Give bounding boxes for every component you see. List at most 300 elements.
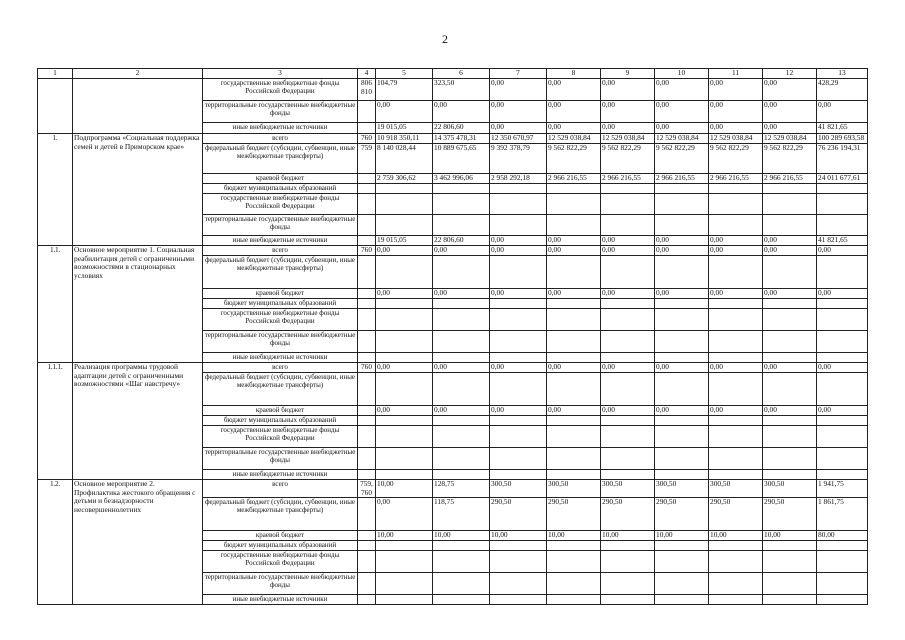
value-cell	[709, 331, 763, 353]
value-cell: 323,50	[433, 79, 490, 101]
budget-code	[358, 353, 376, 363]
value-cell	[433, 470, 490, 480]
value-cell	[490, 448, 547, 470]
value-cell	[547, 373, 601, 406]
header-row	[38, 69, 868, 79]
value-cell: 10 918 350,11	[376, 134, 433, 144]
value-cell: 290,50	[709, 498, 763, 531]
budget-code	[358, 256, 376, 289]
value-cell	[547, 331, 601, 353]
value-cell: 0,00	[433, 246, 490, 256]
value-cell	[601, 256, 655, 289]
value-cell	[601, 426, 655, 448]
value-cell	[490, 426, 547, 448]
value-cell	[763, 331, 817, 353]
value-cell: 118,75	[433, 498, 490, 531]
value-cell	[709, 416, 763, 426]
value-cell	[376, 470, 433, 480]
value-cell	[709, 184, 763, 194]
value-cell	[601, 448, 655, 470]
value-cell: 0,00	[655, 101, 709, 123]
value-cell: 10,00	[433, 531, 490, 541]
value-cell: 0,00	[547, 236, 601, 246]
value-cell	[763, 215, 817, 236]
value-cell	[817, 309, 868, 331]
value-cell: 76 236 194,31	[817, 144, 868, 174]
budget-code	[358, 299, 376, 309]
value-cell	[763, 184, 817, 194]
funding-source: территориальные государственные внебюджетные фонды	[203, 101, 358, 123]
budget-code	[358, 551, 376, 573]
value-cell: 0,00	[601, 236, 655, 246]
value-cell: 428,29	[817, 79, 868, 101]
value-cell	[601, 470, 655, 480]
value-cell: 0,00	[490, 289, 547, 299]
value-cell	[433, 256, 490, 289]
value-cell: 290,50	[547, 498, 601, 531]
value-cell	[763, 470, 817, 480]
value-cell	[709, 373, 763, 406]
value-cell: 12 529 038,84	[763, 134, 817, 144]
value-cell: 0,00	[601, 246, 655, 256]
value-cell	[601, 309, 655, 331]
value-cell: 0,00	[601, 289, 655, 299]
value-cell: 41 821,65	[817, 123, 868, 134]
value-cell	[655, 448, 709, 470]
value-cell	[433, 573, 490, 595]
value-cell: 0,00	[433, 101, 490, 123]
value-cell	[547, 353, 601, 363]
value-cell	[601, 416, 655, 426]
value-cell	[433, 215, 490, 236]
item-number: 1.	[38, 134, 73, 246]
value-cell	[817, 416, 868, 426]
value-cell	[376, 331, 433, 353]
value-cell: 0,00	[547, 101, 601, 123]
budget-code: 760	[358, 363, 376, 373]
value-cell	[433, 194, 490, 215]
value-cell	[817, 470, 868, 480]
budget-code: 759	[358, 144, 376, 174]
value-cell	[763, 541, 817, 551]
budget-code	[358, 309, 376, 331]
table-row	[38, 480, 868, 498]
value-cell	[817, 331, 868, 353]
value-cell	[490, 331, 547, 353]
value-cell	[547, 299, 601, 309]
value-cell	[376, 215, 433, 236]
value-cell: 0,00	[547, 406, 601, 416]
value-cell	[655, 426, 709, 448]
value-cell: 0,00	[763, 363, 817, 373]
value-cell: 10,00	[709, 531, 763, 541]
value-cell: 0,00	[490, 101, 547, 123]
value-cell: 0,00	[601, 363, 655, 373]
value-cell: 10,00	[763, 531, 817, 541]
value-cell: 10,00	[376, 480, 433, 498]
value-cell: 0,00	[490, 123, 547, 134]
value-cell	[655, 215, 709, 236]
value-cell: 0,00	[376, 246, 433, 256]
budget-code	[358, 573, 376, 595]
value-cell	[490, 215, 547, 236]
value-cell	[490, 194, 547, 215]
value-cell	[763, 299, 817, 309]
value-cell: 0,00	[547, 246, 601, 256]
table-row	[38, 246, 868, 256]
value-cell: 2 958 292,18	[490, 174, 547, 184]
funding-source: бюджет муниципальных образований	[203, 416, 358, 426]
value-cell: 0,00	[763, 289, 817, 299]
item-number: 1.1.	[38, 246, 73, 363]
value-cell	[655, 194, 709, 215]
value-cell	[376, 595, 433, 605]
value-cell: 0,00	[655, 236, 709, 246]
value-cell	[709, 353, 763, 363]
value-cell	[601, 353, 655, 363]
funding-source: всего	[203, 134, 358, 144]
value-cell	[376, 541, 433, 551]
budget-code	[358, 184, 376, 194]
value-cell: 2 966 216,55	[601, 174, 655, 184]
value-cell: 290,50	[763, 498, 817, 531]
value-cell: 0,00	[655, 363, 709, 373]
value-cell	[763, 353, 817, 363]
value-cell: 0,00	[655, 246, 709, 256]
value-cell: 0,00	[709, 289, 763, 299]
page-number: 2	[442, 32, 448, 46]
value-cell: 0,00	[709, 79, 763, 101]
value-cell	[763, 256, 817, 289]
budget-code	[358, 406, 376, 416]
value-cell	[433, 373, 490, 406]
value-cell	[601, 299, 655, 309]
value-cell	[709, 215, 763, 236]
value-cell	[763, 416, 817, 426]
value-cell: 0,00	[376, 498, 433, 531]
item-name: Подпрограмма «Социальная поддержка семей и детей в Приморском крае»	[73, 134, 203, 246]
value-cell: 0,00	[709, 236, 763, 246]
value-cell: 9 562 822,29	[547, 144, 601, 174]
value-cell: 300,50	[655, 480, 709, 498]
item-number	[38, 79, 73, 134]
column-header: 6	[433, 69, 490, 79]
value-cell: 0,00	[655, 79, 709, 101]
value-cell: 0,00	[763, 236, 817, 246]
value-cell: 2 966 216,55	[547, 174, 601, 184]
value-cell: 0,00	[763, 123, 817, 134]
value-cell	[490, 551, 547, 573]
funding-source: федеральный бюджет (субсидии, субвенции, иные межбюджетные трансферты)	[203, 256, 358, 289]
funding-source: краевой бюджет	[203, 174, 358, 184]
value-cell	[655, 573, 709, 595]
column-header: 13	[817, 69, 868, 79]
value-cell: 2 759 306,62	[376, 174, 433, 184]
value-cell	[817, 184, 868, 194]
value-cell	[601, 373, 655, 406]
funding-source: территориальные государственные внебюджетные фонды	[203, 448, 358, 470]
value-cell	[376, 416, 433, 426]
value-cell	[376, 309, 433, 331]
value-cell: 0,00	[655, 289, 709, 299]
value-cell	[490, 353, 547, 363]
value-cell: 10 889 675,65	[433, 144, 490, 174]
table-row	[38, 134, 868, 144]
budget-code	[358, 101, 376, 123]
value-cell: 104,79	[376, 79, 433, 101]
value-cell: 12 529 038,84	[601, 134, 655, 144]
value-cell	[655, 373, 709, 406]
value-cell: 0,00	[547, 123, 601, 134]
value-cell: 2 966 216,55	[763, 174, 817, 184]
value-cell	[655, 309, 709, 331]
value-cell	[547, 595, 601, 605]
value-cell	[433, 353, 490, 363]
value-cell: 0,00	[817, 406, 868, 416]
budget-code	[358, 541, 376, 551]
value-cell: 19 015,05	[376, 236, 433, 246]
value-cell	[655, 184, 709, 194]
value-cell: 0,00	[547, 79, 601, 101]
value-cell	[763, 595, 817, 605]
budget-code	[358, 331, 376, 353]
value-cell: 0,00	[601, 406, 655, 416]
column-header: 11	[709, 69, 763, 79]
value-cell	[376, 194, 433, 215]
funding-source: территориальные государственные внебюджетные фонды	[203, 215, 358, 236]
value-cell	[376, 256, 433, 289]
funding-source: государственные внебюджетные фонды Российской Федерации	[203, 551, 358, 573]
value-cell	[601, 331, 655, 353]
value-cell	[817, 573, 868, 595]
funding-source: государственные внебюджетные фонды Российской Федерации	[203, 194, 358, 215]
value-cell: 0,00	[490, 406, 547, 416]
value-cell: 290,50	[655, 498, 709, 531]
value-cell	[433, 299, 490, 309]
budget-code	[358, 194, 376, 215]
value-cell	[547, 541, 601, 551]
value-cell	[763, 373, 817, 406]
budget-code	[358, 289, 376, 299]
value-cell	[601, 215, 655, 236]
value-cell: 22 806,60	[433, 236, 490, 246]
value-cell: 19 015,05	[376, 123, 433, 134]
value-cell: 0,00	[490, 236, 547, 246]
value-cell: 0,00	[433, 406, 490, 416]
value-cell	[433, 551, 490, 573]
value-cell	[376, 426, 433, 448]
item-number: 1.2.	[38, 480, 73, 605]
value-cell: 10,00	[547, 531, 601, 541]
value-cell: 0,00	[763, 406, 817, 416]
value-cell: 0,00	[601, 123, 655, 134]
value-cell: 0,00	[376, 289, 433, 299]
funding-source: федеральный бюджет (субсидии, субвенции, иные межбюджетные трансферты)	[203, 373, 358, 406]
budget-table	[37, 68, 868, 605]
value-cell	[490, 299, 547, 309]
funding-source: бюджет муниципальных образований	[203, 184, 358, 194]
value-cell: 10,00	[376, 531, 433, 541]
funding-source: краевой бюджет	[203, 406, 358, 416]
value-cell	[817, 299, 868, 309]
value-cell	[376, 373, 433, 406]
value-cell: 41 821,65	[817, 236, 868, 246]
value-cell: 2 966 216,55	[655, 174, 709, 184]
funding-source: иные внебюджетные источники	[203, 123, 358, 134]
value-cell	[709, 299, 763, 309]
value-cell	[490, 184, 547, 194]
value-cell: 0,00	[376, 101, 433, 123]
item-name	[73, 79, 203, 134]
value-cell: 22 806,60	[433, 123, 490, 134]
value-cell: 290,50	[490, 498, 547, 531]
value-cell	[547, 426, 601, 448]
funding-source: бюджет муниципальных образований	[203, 541, 358, 551]
value-cell	[547, 194, 601, 215]
value-cell: 9 562 822,29	[655, 144, 709, 174]
budget-code	[358, 426, 376, 448]
value-cell	[817, 215, 868, 236]
item-name: Основное мероприятие 1. Социальная реабилитация детей с ограниченными возможностями в стационарных условиях	[73, 246, 203, 363]
value-cell	[817, 373, 868, 406]
value-cell: 300,50	[547, 480, 601, 498]
budget-code	[358, 531, 376, 541]
value-cell: 0,00	[709, 406, 763, 416]
value-cell	[817, 595, 868, 605]
value-cell	[709, 194, 763, 215]
value-cell	[763, 551, 817, 573]
value-cell	[817, 426, 868, 448]
value-cell: 0,00	[433, 289, 490, 299]
budget-code	[358, 595, 376, 605]
budget-code: 760	[358, 134, 376, 144]
value-cell: 0,00	[601, 79, 655, 101]
value-cell	[763, 309, 817, 331]
value-cell	[709, 470, 763, 480]
value-cell: 9 392 378,79	[490, 144, 547, 174]
value-cell	[490, 309, 547, 331]
value-cell	[655, 551, 709, 573]
value-cell	[601, 573, 655, 595]
value-cell	[547, 215, 601, 236]
value-cell: 300,50	[709, 480, 763, 498]
value-cell	[433, 448, 490, 470]
value-cell: 10,00	[601, 531, 655, 541]
value-cell: 0,00	[709, 101, 763, 123]
value-cell: 0,00	[763, 101, 817, 123]
value-cell: 0,00	[763, 246, 817, 256]
value-cell: 0,00	[763, 79, 817, 101]
value-cell: 128,75	[433, 480, 490, 498]
value-cell	[601, 184, 655, 194]
value-cell	[817, 541, 868, 551]
column-header: 8	[547, 69, 601, 79]
value-cell	[433, 331, 490, 353]
funding-source: бюджет муниципальных образований	[203, 299, 358, 309]
value-cell: 14 375 478,31	[433, 134, 490, 144]
value-cell	[655, 256, 709, 289]
value-cell: 80,00	[817, 531, 868, 541]
value-cell	[547, 573, 601, 595]
value-cell	[601, 551, 655, 573]
value-cell	[763, 426, 817, 448]
column-header: 3	[203, 69, 358, 79]
value-cell: 0,00	[547, 363, 601, 373]
column-header: 1	[38, 69, 73, 79]
value-cell: 24 011 677,61	[817, 174, 868, 184]
value-cell	[547, 309, 601, 331]
value-cell	[490, 541, 547, 551]
budget-code	[358, 470, 376, 480]
value-cell: 0,00	[709, 246, 763, 256]
value-cell	[763, 194, 817, 215]
table-row	[38, 363, 868, 373]
value-cell	[433, 541, 490, 551]
value-cell	[490, 595, 547, 605]
value-cell: 12 350 670,97	[490, 134, 547, 144]
funding-source: иные внебюджетные источники	[203, 236, 358, 246]
value-cell: 300,50	[490, 480, 547, 498]
budget-code	[358, 215, 376, 236]
value-cell: 9 562 822,29	[601, 144, 655, 174]
value-cell	[547, 470, 601, 480]
column-header: 5	[376, 69, 433, 79]
value-cell: 300,50	[763, 480, 817, 498]
budget-code	[358, 373, 376, 406]
value-cell: 9 562 822,29	[709, 144, 763, 174]
funding-source: всего	[203, 363, 358, 373]
column-header: 7	[490, 69, 547, 79]
value-cell	[709, 551, 763, 573]
funding-source: государственные внебюджетные фонды Российской Федерации	[203, 426, 358, 448]
value-cell	[709, 541, 763, 551]
funding-source: краевой бюджет	[203, 531, 358, 541]
item-name: Основное мероприятие 2. Профилактика жестокого обращения с детьми и безнадзорности несовершеннолетних	[73, 480, 203, 605]
value-cell: 0,00	[547, 289, 601, 299]
value-cell	[490, 373, 547, 406]
value-cell	[547, 551, 601, 573]
value-cell	[376, 353, 433, 363]
value-cell	[709, 426, 763, 448]
funding-source: федеральный бюджет (субсидии, субвенции, иные межбюджетные трансферты)	[203, 498, 358, 531]
value-cell: 0,00	[709, 123, 763, 134]
value-cell: 12 529 038,84	[655, 134, 709, 144]
value-cell: 0,00	[490, 363, 547, 373]
funding-source: всего	[203, 246, 358, 256]
value-cell: 0,00	[817, 246, 868, 256]
budget-code	[358, 236, 376, 246]
value-cell: 0,00	[601, 101, 655, 123]
value-cell	[376, 551, 433, 573]
value-cell	[655, 331, 709, 353]
value-cell: 9 562 822,29	[763, 144, 817, 174]
value-cell: 10,00	[490, 531, 547, 541]
value-cell	[547, 416, 601, 426]
value-cell	[817, 551, 868, 573]
value-cell: 0,00	[376, 363, 433, 373]
value-cell	[709, 256, 763, 289]
item-name: Реализация программы трудовой адаптации детей с ограниченными возможностями «Шаг навстречу»	[73, 363, 203, 480]
value-cell: 12 529 038,84	[547, 134, 601, 144]
value-cell	[655, 353, 709, 363]
value-cell: 0,00	[817, 101, 868, 123]
column-header: 10	[655, 69, 709, 79]
value-cell	[817, 353, 868, 363]
value-cell	[376, 299, 433, 309]
value-cell: 0,00	[817, 289, 868, 299]
value-cell: 12 529 038,84	[709, 134, 763, 144]
value-cell	[376, 573, 433, 595]
